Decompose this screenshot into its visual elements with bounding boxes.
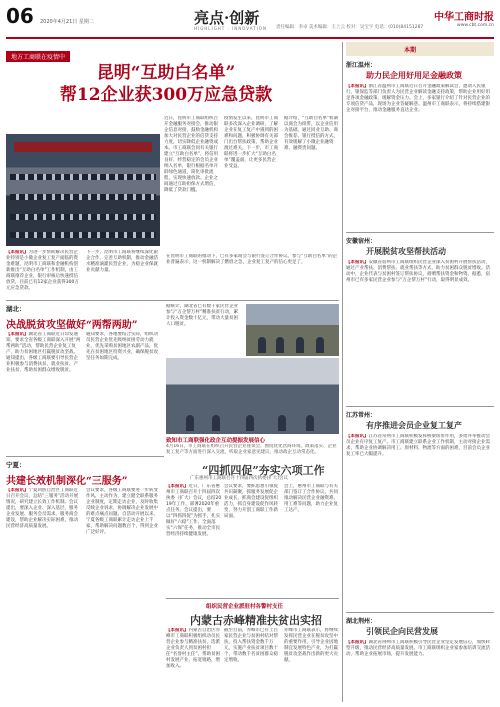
person-figure xyxy=(186,415,194,431)
ningxia-headline: 共建长效机制深化“三服务” xyxy=(6,476,128,487)
lead-body-d: 下一步，昆明市工商联将继续深化银企合作，完善互助机制，推动金融活水精准滴灌民营企业，为稳企业保就业贡献力量。 xyxy=(86,250,158,273)
newspaper-logo: 中华工商时报 xyxy=(434,12,494,23)
side-body-2 xyxy=(346,260,494,404)
side-header-title: 本期 xyxy=(404,47,417,54)
photo-enterprise-visit xyxy=(246,304,339,356)
section-divider xyxy=(166,598,339,599)
masthead-rule xyxy=(6,37,494,39)
side-region-2: 安徽宿州： xyxy=(346,238,377,245)
ningxia-body-a xyxy=(6,488,82,702)
category-bar: 地方工商联在疫情中 xyxy=(6,51,70,62)
masthead xyxy=(6,4,494,36)
side-text-3: 江苏省常州市工商联积极发挥桥梁纽带作用，多措并举推动会员企业有序复工复产。市工商联建立联系企业工作机制，主动对接企业需求，帮助企业协调解决用工、原材料、物流等方面的困难，目前会员企业复工率已大幅提升。 xyxy=(346,434,490,457)
side-text-4: 湖北省荆州市工商联积极引导民营企业坚定发展信心，加快转型升级，推动民营经济高质量发展。市工商联组织企业家参加培训交流活动，帮助企业拓展市场，提升发展能力。 xyxy=(346,640,490,657)
lead-body-b: 疫情发生以来，昆明市工商联多次深入企业调研，了解企业在复工复产中遇到的困难和问题，积极协调有关部门出台帮扶政策，帮助企业渡过难关。下一步，市工商联将进一步扩大“互助白名单”覆盖面，让更多民营企业受益。 xyxy=(224,116,278,169)
ningxia-text-c: 自活动开展以来，宁夏各级工商联累计走访企业上千家，帮助解决问题数百个，得到企业广泛好评。 xyxy=(86,512,158,535)
newspaper-website: www.cbt.com.cn xyxy=(457,23,494,28)
huizhou-headline: “四抓四促”夯实六项工作 xyxy=(202,464,325,477)
huizhou-caption: 4月16日，市工商联在组织召开民营企业座谈会，围绕优化营商环境、政策落实、企业复工复产等方面进行深入交流，听取企业家意见建议，推动政企互动常态化。 xyxy=(166,444,337,455)
photo-forum xyxy=(166,358,339,434)
side-region-4: 湖北荆州： xyxy=(346,618,377,625)
person-figure xyxy=(212,415,220,431)
section-title: 亮点·创新 xyxy=(194,9,260,27)
editor-credits: 责任编辑：李卓 美术编辑：王上云 校对：吴宝宇 电话：(010)84151287 xyxy=(276,25,424,30)
chifeng-headline: 内蒙古赤峰精准扶贫出实招 xyxy=(190,614,322,627)
lead-intro-text: 为进一步帮助解决民营企业特别是小微企业复工复产面临的资金难题，昆明市工商联和金融机构创新推出“互助白名单”工作机制，由工商联推荐企业，银行审核后快速授信放贷，目前已有12家企业获得300万元应急贷款。 xyxy=(6,250,79,291)
side-mark-1: 【本报讯】 xyxy=(346,84,369,89)
page-number: 06 xyxy=(6,4,34,28)
person-figure xyxy=(246,415,254,431)
ningxia-text-a: 宁夏回族自治区工商联近日召开会议，总结“三服务”活动开展情况，研究建立长效工作机制。会议提出，要深入企业、深入基层，服务企业发展、服务会员需求、服务商会建设，帮助企业解决实际困难，推动民营经济高质量发展。 xyxy=(6,488,79,529)
chifeng-text-a: 内蒙古自治区赤峰市工商联积极组织动员民营企业参与精准扶贫，选派企业负责人到贫困村担任“名誉村主任”，帮助贫困村发展产业、拓宽销路、增加收入。 xyxy=(166,628,221,669)
audience-row xyxy=(10,214,156,220)
huizhou-mark: 【本报讯】 xyxy=(166,484,189,489)
lead-body-a: 近日，昆明市工商联组织召开金融服务对接会，推动银企信息对接，鼓励金融机构加大对民营企业的信贷支持力度，切实降低企业融资成本。市工商联会同有关银行建立“互助白名单”，将信用良好、经营稳定的会员企业纳入名单，银行根据名单开辟绿色通道，简化审批流程，实现快速放款。企业之间通过互助担保方式增信，降低了贷款门槛。 xyxy=(164,116,219,193)
category-label xyxy=(6,44,70,63)
lead-intro-mark: 【本报讯】 xyxy=(6,250,29,255)
side-headline-1: 助力民企用好用足金融政策 xyxy=(366,70,462,80)
lead-headline-line1: 昆明“互助白名单” xyxy=(96,63,236,83)
section-divider xyxy=(346,612,494,613)
side-mark-2: 【本报讯】 xyxy=(346,260,369,265)
person-figure xyxy=(296,337,304,353)
huizhou-kicker: 致知市工商联强化政企互动提振发展信心 xyxy=(166,438,266,444)
meeting-banner xyxy=(14,142,152,152)
ningxia-body-b xyxy=(86,488,162,702)
lead-body-c: 据介绍，“互助白名单”机制以商会为纽带，以企业信用为基础，通过同业互助、商会推荐、银行授信的方式，有效缓解了小微企业融资难、融资贵问题。 xyxy=(284,116,339,151)
side-headline-2: 开展脱贫攻坚帮扶活动 xyxy=(366,246,446,256)
hubei-region: 湖北： xyxy=(6,305,26,313)
hubei-headline: 决战脱贫攻坚做好“两帮两助” xyxy=(6,320,138,331)
side-body-4 xyxy=(346,640,494,702)
person-figure xyxy=(316,337,324,353)
issue-date: 2020年4月21日 星期二 xyxy=(40,19,94,25)
section-divider xyxy=(346,232,494,233)
lead-photo-meeting xyxy=(6,134,160,246)
hubei-body-a xyxy=(6,332,82,454)
lead-headline-line2: 帮12企业获300万应急贷款 xyxy=(59,85,273,105)
huizhou-body-b: 会议要求，要抓思想引领促共识凝聚，抓服务发展促企业成长，抓商会建设促组织活力，抓自身建设促作风转变，努力开创工商联工作新局面。 xyxy=(224,484,278,519)
lead-intro xyxy=(6,250,82,298)
side-mark-4: 【本报讯】 xyxy=(346,640,369,645)
huizhou-text-a: 近日，广东省惠州市工商联召开十四届四次执委（扩大）会议，总结2019年工作，部署2020年重点任务。会议提出，要以“四抓四促”为抓手，扎实做好“六稳”工作，全面落实“六保”任务，推动全市民营经济持续健康发展。 xyxy=(166,484,222,537)
side-body-1 xyxy=(346,84,494,230)
side-region-3: 江苏常州： xyxy=(346,412,377,419)
person-figure xyxy=(278,415,286,431)
audience-row xyxy=(10,194,156,200)
person-figure xyxy=(306,415,314,431)
ningxia-mark: 【本报讯】 xyxy=(6,488,29,493)
chifeng-mark: 【本报讯】 xyxy=(166,628,189,633)
side-headline-3: 有序推进会员企业复工复产 xyxy=(366,420,462,430)
chifeng-kicker: 组织民营企业派驻村各警村支任 xyxy=(206,604,284,610)
ningxia-text-b: 会议要求，各级工商联要进一步转变作风，主动作为，建立健全联系服务企业制度，定期走访企业，及时收集反映企业诉求，协调解决企业发展中的难点痛点问题。 xyxy=(86,488,158,517)
hubei-text-a: 湖北省工商联近日印发通知，要求全省各级工商联深入开展“两帮两助”活动，帮助民营企业复工复产，助力贫困地区打赢脱贫攻坚战。通知提出，各级工商联要引导民营企业积极参与消费扶贫、就业扶贫、产业扶贫，帮助贫困群众增收脱贫。 xyxy=(6,332,81,373)
ningxia-region: 宁夏： xyxy=(6,461,26,469)
lead-body-e: 在昆明市工商联的推动下，已有多家商会与银行签订合作协议。参与“互助白名单”的企业普遍表示，这一机制解决了燃眉之急，企业复工复产的信心更足了。 xyxy=(166,254,338,265)
side-text-2: 安徽省宿州市工商联组织民营企业深入贫困村开展帮扶活动，通过产业帮扶、消费帮扶、就业帮扶等方式，助力贫困群众脱贫增收。活动中，企业代表与贫困村签订帮扶协议，捐赠帮扶资金和物资。据悉，宿州市已有多家民营企业参与“万企帮万村”行动，取得明显成效。 xyxy=(346,260,490,283)
hubei-body-b: 通知要求，各地要结合实际，组织动员民营企业优先吸纳贫困劳动力就业，优先采购贫困地区农副产品，优先在贫困地区投资兴业，确保脱贫攻坚任务如期完成。 xyxy=(86,332,158,361)
huizhou-body-c: 会上，惠州市工商联与有关部门签订了合作协议，共同推动解决民营企业融资难、用工难等问题，助力企业复工达产。 xyxy=(284,484,338,513)
side-body-3 xyxy=(346,434,494,610)
audience-row xyxy=(10,232,156,238)
hubei-mark: 【本报讯】 xyxy=(6,332,29,337)
side-column xyxy=(346,42,494,702)
person-figure xyxy=(276,337,284,353)
person-figure xyxy=(258,337,266,353)
chifeng-body-c: 赤峰市工商联表示，将继续发挥民营企业在脱贫攻坚中的重要作用，引导企业因地制宜发展特色产业，为打赢脱贫攻坚战作出新的更大贡献。 xyxy=(284,628,338,663)
lead-headline xyxy=(46,62,286,106)
section-divider xyxy=(6,456,164,457)
side-region-1: 浙江温州： xyxy=(346,62,377,69)
side-header-box xyxy=(346,42,494,56)
side-mark-3: 【本报讯】 xyxy=(346,434,369,439)
chifeng-body-a xyxy=(166,628,222,702)
hubei-body-c: 据统计，湖北省已有数千家民营企业参与“万企帮万村”精准扶贫行动，累计投入资金数十亿元，带动大量贫困人口脱贫。 xyxy=(166,304,239,327)
main-column xyxy=(6,42,339,702)
section-title-en: HIGHLIGHT · INNOVATION xyxy=(194,26,267,31)
section-divider xyxy=(6,300,339,301)
huizhou-body-a xyxy=(166,484,222,596)
audience-row xyxy=(10,174,156,180)
section-divider xyxy=(346,406,494,407)
column-divider xyxy=(342,42,343,702)
huizhou-subhead: 广东惠州市工商联召开十四届四次执委(扩大)会议 xyxy=(190,476,289,481)
side-headline-4: 引领民企向民营发展 xyxy=(366,626,438,636)
chifeng-body-b: 截至目前，赤峰市已有上百家民营企业与贫困村结对帮扶，投入帮扶资金数千万元，实施产业扶贫项目数十个，带动数千名贫困群众稳定增收。 xyxy=(224,628,278,663)
side-text-1: 浙江省温州市工商联近日召开金融政策解读会，邀请人民银行、银保监等部门负责人为民营企业解读金融支持政策，帮助企业用好用足各项金融政策，缓解资金压力。会上，多家银行介绍了针对民营企业的专项信贷产品，现场为企业答疑解惑。温州市工商联表示，将持续搭建银企对接平台，推动金融服务直达企业。 xyxy=(346,84,490,113)
